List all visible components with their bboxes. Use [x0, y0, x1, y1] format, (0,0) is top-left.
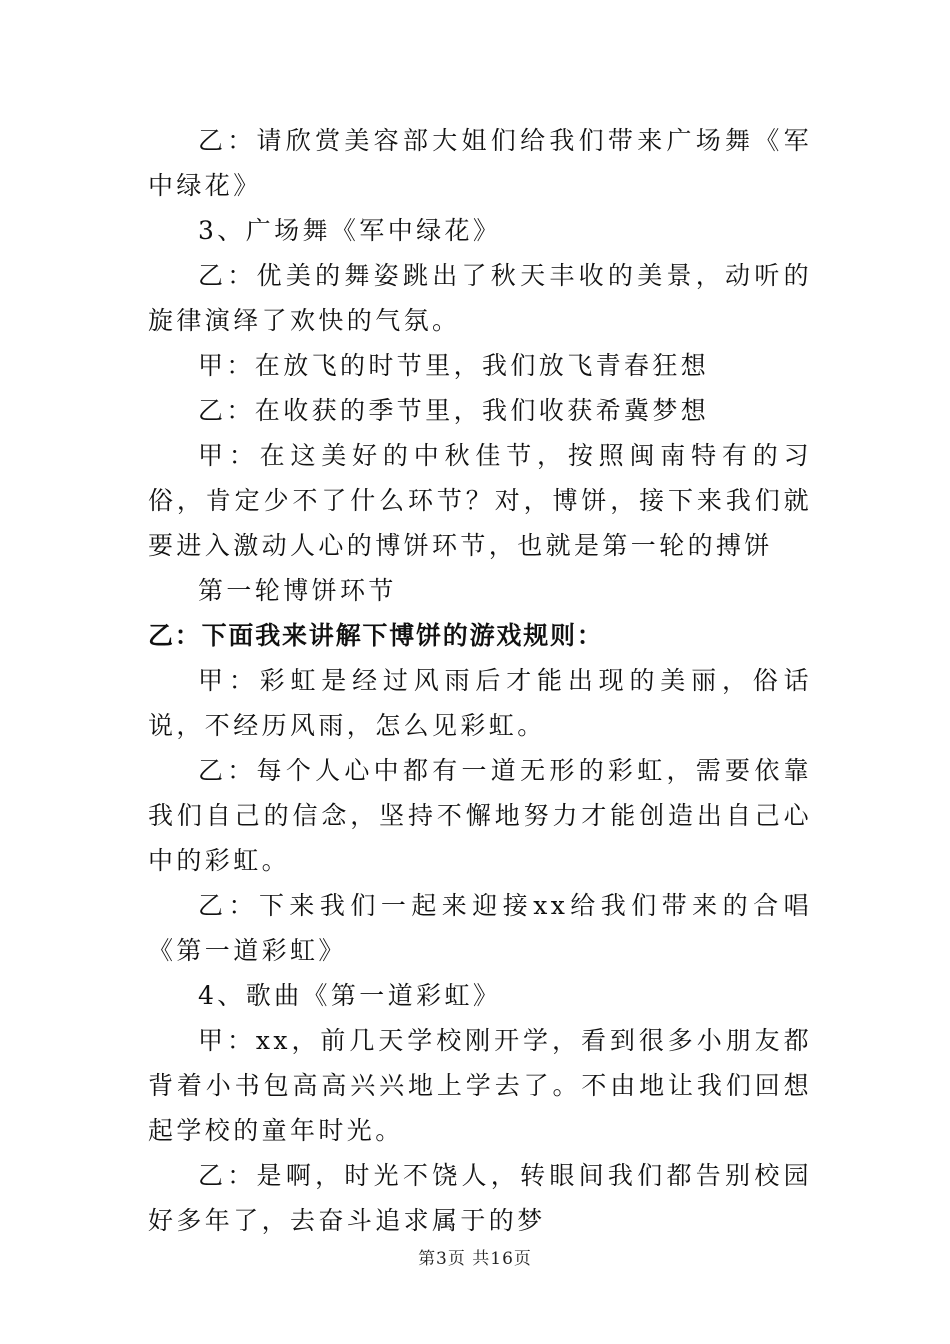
document-body [148, 118, 812, 1243]
paragraph: 甲：彩虹是经过风雨后才能出现的美丽，俗话说，不经历风雨，怎么见彩虹。 [148, 666, 812, 740]
paragraph: 甲：xx，前几天学校刚开学，看到很多小朋友都背着小书包高高兴兴地上学去了。不由地让我们回想起学校的童年时光。 [148, 1026, 812, 1145]
paragraph: 乙：请欣赏美容部大姐们给我们带来广场舞《军中绿花》 [148, 126, 812, 200]
paragraph: 乙：下来我们一起来迎接xx给我们带来的合唱《第一道彩虹》 [148, 891, 812, 965]
page-footer: 第3页 共16页 [418, 1249, 532, 1269]
paragraph: 甲：在放飞的时节里，我们放飞青春狂想 [198, 351, 710, 380]
paragraph: 4、歌曲《第一道彩虹》 [198, 981, 502, 1010]
paragraph: 3、广场舞《军中绿花》 [198, 216, 502, 245]
paragraph: 乙：每个人心中都有一道无形的彩虹，需要依靠我们自己的信念，坚持不懈地努力才能创造出自己心中的彩虹。 [148, 756, 812, 875]
paragraph: 乙：优美的舞姿跳出了秋天丰收的美景，动听的旋律演绎了欢快的气氛。 [148, 261, 812, 335]
paragraph: 第一轮博饼环节 [198, 576, 397, 605]
paragraph: 乙：是啊，时光不饶人，转眼间我们都告别校园好多年了，去奋斗追求属于的梦 [148, 1161, 812, 1235]
paragraph: 甲：在这美好的中秋佳节，按照闽南特有的习俗，肯定少不了什么环节？对，博饼，接下来我们就要进入激动人心的博饼环节，也就是第一轮的搏饼 [148, 441, 812, 560]
paragraph-bold: 乙：下面我来讲解下博饼的游戏规则： [148, 621, 604, 650]
paragraph: 乙：在收获的季节里，我们收获希冀梦想 [198, 396, 710, 425]
